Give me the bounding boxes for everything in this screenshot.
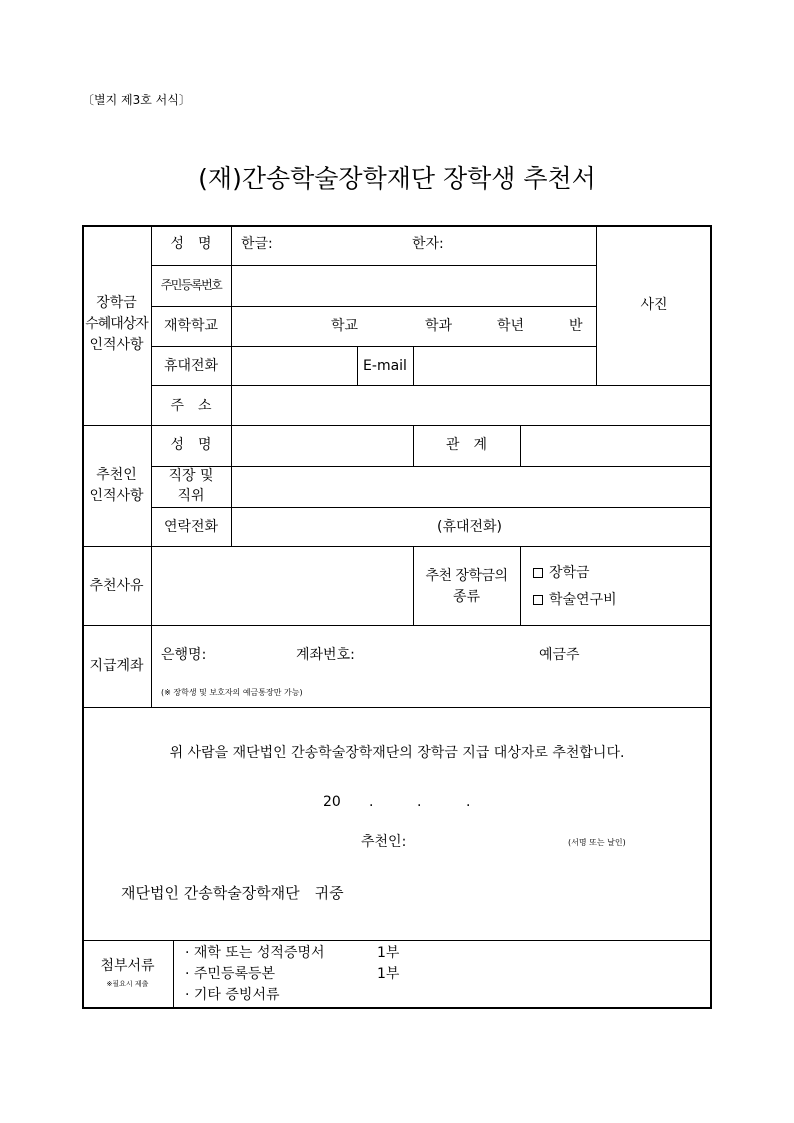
name-hanja-label: 한자: (412, 236, 444, 252)
row-divider (151, 306, 596, 307)
type-label-1: 추천 장학금의 (425, 568, 508, 584)
declaration-statement: 위 사람을 재단법인 간송학술장학재단의 장학금 지급 대상자로 추천합니다. (169, 745, 625, 761)
attachment-item-2-qty: 1부 (377, 966, 400, 982)
col-divider (413, 546, 414, 625)
date-prefix: 20 (323, 794, 341, 810)
col-divider (413, 346, 414, 385)
type-label-2: 종류 (452, 589, 481, 605)
recipient-section-label-3: 인적사항 (89, 337, 144, 353)
scholarship-option[interactable] (533, 566, 590, 580)
row-divider (151, 466, 712, 467)
contact-label: 연락전화 (163, 519, 219, 535)
scholarship-option-label: 장학금 (549, 565, 590, 581)
recommender-section-label-1: 추천인 (96, 467, 137, 483)
section-divider (82, 940, 712, 941)
date-dot-1: . (369, 794, 374, 810)
attachment-item-1-qty: 1부 (377, 945, 400, 961)
section-divider (82, 707, 712, 708)
recommender-section-label-2: 인적사항 (89, 488, 144, 504)
col-divider (231, 225, 232, 546)
attachments-sublabel: ※필요시 제출 (106, 980, 149, 988)
signer-label: 추천인: (361, 834, 407, 850)
research-option[interactable] (533, 593, 617, 607)
resident-no-label: 주민등록번호 (160, 278, 222, 292)
account-note: (※ 장학생 및 보호자의 예금통장만 가능) (161, 688, 303, 697)
job-label-1: 직장 및 (168, 468, 214, 484)
recipient-name-label: 성 명 (170, 236, 212, 252)
header-note: 〔별지 제3호 서식〕 (82, 93, 191, 107)
row-divider (151, 385, 712, 386)
recipient-section-label-1: 장학금 (96, 295, 137, 311)
account-holder-label: 예금주 (539, 647, 580, 663)
section-divider (82, 625, 712, 626)
section-divider (82, 546, 712, 547)
job-label-2: 직위 (177, 488, 205, 504)
school-unit: 학교 (331, 318, 359, 334)
address-label: 주 소 (170, 398, 212, 414)
attachments-label: 첨부서류 (100, 958, 155, 974)
col-divider (151, 225, 152, 707)
attachment-item-1: · 재학 또는 성적증명서 (185, 945, 325, 961)
account-label: 지급계좌 (89, 658, 144, 674)
page-title: (재)간송학술장학재단 장학생 추천서 (198, 164, 596, 193)
sign-hint: (서명 또는 날인) (568, 838, 626, 847)
school-label: 재학학교 (163, 318, 219, 334)
row-divider (151, 265, 596, 266)
recommender-name-label: 성 명 (170, 437, 212, 453)
checkbox-research[interactable] (533, 595, 543, 605)
class-unit: 반 (569, 318, 583, 334)
dept-unit: 학과 (425, 318, 453, 334)
account-number-label: 계좌번호: (296, 647, 355, 663)
attachment-item-3: · 기타 증빙서류 (185, 987, 280, 1003)
email-label: E-mail (363, 358, 407, 374)
reason-label: 추천사유 (89, 578, 144, 594)
attachment-item-2: · 주민등록등본 (185, 966, 276, 982)
name-korean-label: 한글: (241, 236, 273, 252)
grade-unit: 학년 (497, 318, 525, 334)
mobile-hint: (휴대전화) (437, 519, 503, 535)
row-divider (151, 346, 596, 347)
row-divider (151, 507, 712, 508)
col-divider (520, 425, 521, 466)
research-option-label: 학술연구비 (549, 592, 617, 608)
relation-label: 관 계 (445, 437, 488, 453)
date-dot-2: . (417, 794, 422, 810)
bank-label: 은행명: (161, 647, 207, 663)
date-dot-3: . (466, 794, 471, 810)
photo-placeholder: 사진 (640, 297, 668, 313)
col-divider (173, 940, 174, 1009)
recipient-section-label-2: 수혜대상자 (85, 316, 148, 332)
checkbox-scholarship[interactable] (533, 568, 543, 578)
col-divider (520, 546, 521, 625)
addressee: 재단법인 간송학술장학재단 귀중 (121, 884, 344, 902)
section-divider (82, 425, 712, 426)
mobile-label: 휴대전화 (163, 358, 219, 374)
